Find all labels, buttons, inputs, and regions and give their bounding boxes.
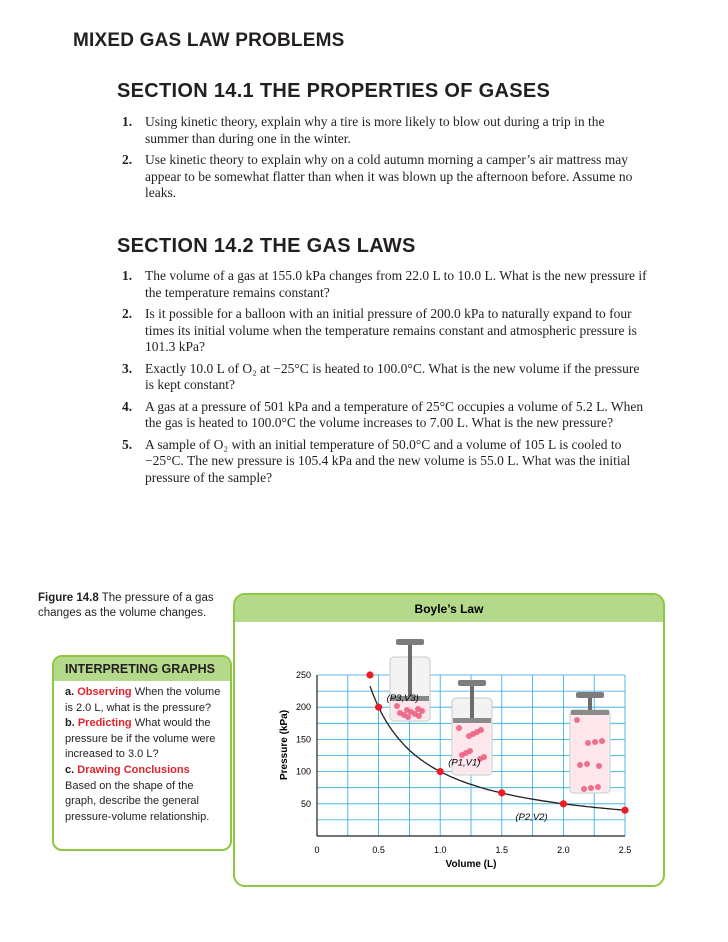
- question-text: Based on the shape of the graph, describe the general pressure-volume relationship.: [65, 779, 210, 823]
- problem-text: Is it possible for a balloon with an initial pressure of 200.0 kPa to naturally expand to four times its initial volume when the temperature remains constant and atmospheric pressure is 101.3 kPa?: [145, 306, 637, 354]
- page-title: MIXED GAS LAW PROBLEMS: [73, 30, 345, 51]
- problem-list: [122, 268, 647, 491]
- piston-plate: [571, 710, 609, 715]
- gas-particle: [581, 786, 587, 792]
- interpreting-graphs-header: INTERPRETING GRAPHS: [54, 657, 230, 681]
- problem-number: 2.: [122, 306, 133, 321]
- data-point: [621, 807, 628, 814]
- x-tick-label: 0: [314, 845, 320, 855]
- gas-particle: [577, 762, 583, 768]
- x-tick-label: 1.0: [433, 845, 447, 855]
- section-title: SECTION 14.2 THE GAS LAWS: [117, 235, 416, 257]
- question-letter: c.: [65, 763, 75, 776]
- gas-particle: [466, 733, 472, 739]
- problem-text: A sample of O₂ with an initial temperature of 50.0°C and a volume of 105 L is cooled to −25°C. The new pressure is 105.4 kPa and the new volume is 55.0 L. What was the initial pressure of the sample?: [145, 436, 631, 485]
- data-point: [560, 800, 567, 807]
- y-tick-label: 200: [295, 702, 311, 713]
- problem-number: 1.: [122, 268, 133, 283]
- problem-number: 3.: [122, 360, 133, 376]
- data-point: [366, 671, 373, 678]
- gas-particle: [585, 740, 591, 746]
- data-point: [437, 768, 444, 775]
- data-point-label: (P1,V1): [448, 757, 481, 769]
- boyles-law-chart: [233, 593, 665, 887]
- problem-number: 1.: [122, 114, 133, 129]
- problem-text: Using kinetic theory, explain why a tire is more likely to blow out during a trip in the summer than during one in the winter.: [145, 114, 605, 146]
- problem-text: The volume of a gas at 155.0 kPa changes from 22.0 L to 10.0 L. What is the new pressure if the temperature remains constant?: [145, 268, 647, 300]
- gas-particle: [596, 763, 602, 769]
- piston-illustrations: [390, 639, 610, 793]
- data-point: [498, 789, 505, 796]
- gas-particle: [592, 739, 598, 745]
- question-text: What would the pressure be if the volume were increased to 3.0 L?: [65, 717, 216, 761]
- x-tick-label: 0.5: [372, 845, 385, 855]
- piston-rod: [470, 684, 474, 718]
- gas-particle: [588, 785, 594, 791]
- question-label: Drawing Conclusions: [77, 763, 190, 776]
- problem-number: 4.: [122, 398, 133, 414]
- y-tick-label: 150: [295, 734, 311, 745]
- chart-title: Boyle’s Law: [414, 602, 484, 616]
- gas-particle: [599, 738, 605, 744]
- data-point: [375, 704, 382, 711]
- section-title: SECTION 14.1 THE PROPERTIES OF GASES: [117, 80, 551, 102]
- gas-particle: [584, 761, 590, 767]
- gas-particle: [574, 717, 580, 723]
- gas-particle: [456, 725, 462, 731]
- problem-text: Use kinetic theory to explain why on a cold autumn morning a camper’s air mattress may appear to be somewhat flatter than when it was blown up the afternoon before. Assume no leaks.: [145, 152, 633, 200]
- problem-number: 5.: [122, 436, 133, 452]
- problem-item: [122, 152, 647, 202]
- y-tick-label: 100: [295, 766, 311, 777]
- piston-plate: [453, 718, 491, 723]
- data-point-label: (P3,V3): [386, 693, 419, 705]
- question-text: When the volume is 2.0 L, what is the pressure?: [65, 686, 221, 714]
- gas-particle: [404, 707, 410, 713]
- x-tick-label: 2.5: [618, 845, 632, 855]
- problem-item: [122, 361, 647, 394]
- x-tick-label: 1.5: [495, 845, 509, 855]
- problem-item: [122, 114, 647, 147]
- piston-handle: [576, 692, 604, 698]
- x-axis-label: Volume (L): [445, 859, 497, 870]
- question-b: [65, 716, 224, 763]
- y-axis-label: Pressure (kPa): [279, 709, 290, 781]
- figure-caption-text: The pressure of a gas changes as the volume changes.: [38, 592, 214, 619]
- problem-item: [122, 437, 647, 487]
- problem-list: [122, 114, 647, 207]
- gas-particle: [595, 784, 601, 790]
- interpreting-graphs-box: [52, 655, 232, 851]
- problem-text: Exactly 10.0 L of O₂ at −25°C is heated to 100.0°C. What is the new volume if the pressure is kept constant?: [145, 360, 640, 392]
- gas-particle: [397, 710, 403, 716]
- gas-region: [572, 715, 608, 791]
- question-a: [65, 685, 224, 716]
- figure-caption: [38, 591, 238, 621]
- question-letter: a.: [65, 686, 75, 698]
- x-tick-label: 2.0: [557, 845, 570, 855]
- y-tick-label: 50: [300, 798, 311, 809]
- question-label: Predicting: [77, 717, 132, 730]
- gas-particle: [415, 706, 421, 712]
- piston-handle: [396, 639, 424, 645]
- question-label: Observing: [77, 686, 132, 698]
- piston-cylinder-icon: [390, 639, 430, 721]
- problem-item: [122, 399, 647, 432]
- piston-rod: [588, 696, 592, 710]
- figure-label: Figure 14.8: [38, 592, 99, 604]
- piston-rod: [408, 643, 412, 696]
- data-point-label: (P2,V2): [515, 811, 548, 823]
- problem-item: [122, 268, 647, 301]
- problem-number: 2.: [122, 152, 133, 167]
- chart-svg: [235, 595, 663, 885]
- interpreting-graphs-body: [54, 681, 230, 825]
- question-letter: b.: [65, 717, 75, 730]
- problem-item: [122, 306, 647, 356]
- question-c: [65, 763, 224, 825]
- problem-text: A gas at a pressure of 501 kPa and a temperature of 25°C occupies a volume of 5.2 L. When the gas is heated to 100.0°C the volume increases to 7.00 L. What is the new pressure?: [145, 398, 644, 430]
- piston-handle: [458, 680, 486, 686]
- y-tick-label: 250: [295, 670, 311, 680]
